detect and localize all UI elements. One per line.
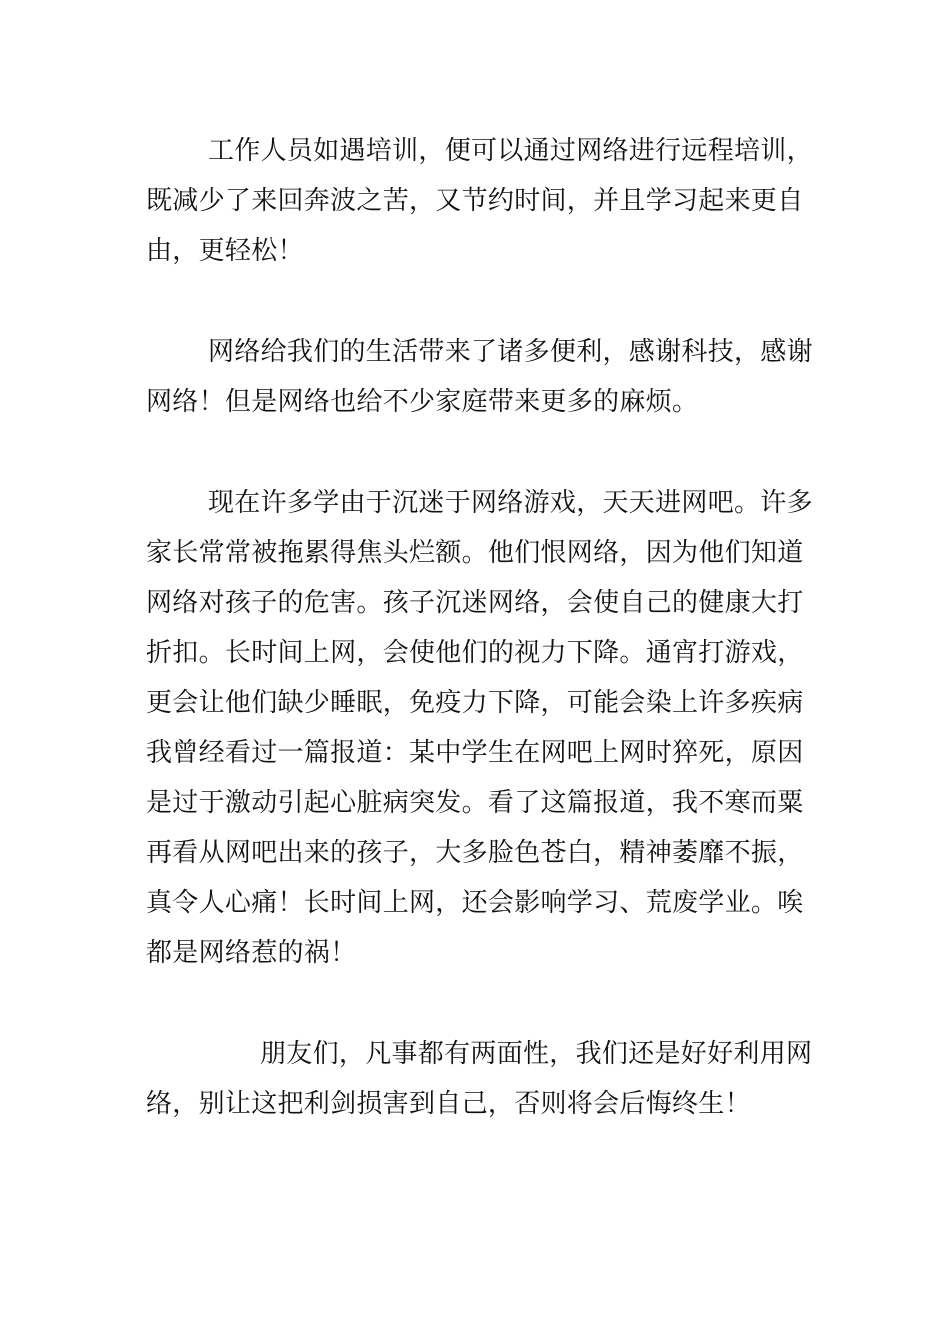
paragraph-gap xyxy=(146,427,806,478)
text-line: 都是网络惹的祸！ xyxy=(146,938,357,968)
text-line: 朋友们，凡事都有两面性，我们还是好好利用网 xyxy=(260,1039,813,1069)
text-line: 网络！但是网络也给不少家庭带来更多的麻烦。 xyxy=(146,387,699,417)
document-body xyxy=(146,126,813,1129)
paragraph-convenience xyxy=(146,327,813,427)
text-line: 我曾经看过一篇报道：某中学生在网吧上网时猝死，原因 xyxy=(146,738,804,768)
text-line: 既减少了来回奔波之苦，又节约时间，并且学习起来更自 xyxy=(146,186,804,216)
text-line: 工作人员如遇培训，便可以通过网络进行远程培训， xyxy=(208,136,813,166)
text-line: 络，别让这把利剑损害到自己，否则将会后悔终生！ xyxy=(146,1089,751,1119)
paragraph-conclusion xyxy=(146,1029,813,1129)
text-line: 现在许多学由于沉迷于网络游戏，天天进网吧。许多 xyxy=(208,488,813,518)
text-line: 是过于激动引起心脏病突发。看了这篇报道，我不寒而粟 xyxy=(146,788,804,818)
paragraph-gap xyxy=(146,276,806,327)
text-line: 更会让他们缺少睡眠，免疫力下降，可能会染上许多疾病 xyxy=(146,688,804,718)
paragraph-harm xyxy=(146,478,813,978)
text-line: 网络对孩子的危害。孩子沉迷网络，会使自己的健康大打 xyxy=(146,588,804,618)
text-line: 由，更轻松！ xyxy=(146,236,304,266)
text-line: 折扣。长时间上网，会使他们的视力下降。通宵打游戏， xyxy=(146,638,804,668)
paragraph-gap xyxy=(146,978,806,1029)
text-line: 再看从网吧出来的孩子，大多脸色苍白，精神萎靡不振， xyxy=(146,838,804,868)
text-line: 真令人心痛！长时间上网，还会影响学习、荒废学业。唉 xyxy=(146,888,804,918)
text-line: 家长常常被拖累得焦头烂额。他们恨网络，因为他们知道 xyxy=(146,538,804,568)
paragraph-training xyxy=(146,126,813,276)
text-line: 网络给我们的生活带来了诸多便利，感谢科技，感谢 xyxy=(208,337,813,367)
